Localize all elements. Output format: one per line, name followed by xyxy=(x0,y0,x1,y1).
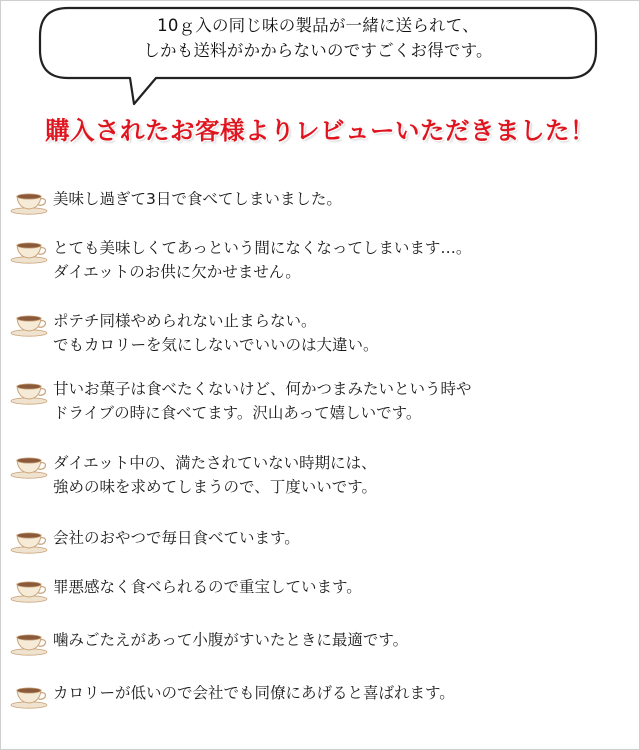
coffee-cup-icon xyxy=(10,311,50,337)
coffee-cup-icon xyxy=(10,528,50,554)
review-line-1: 甘いお菓子は食べたくないけど、何かつまみたいという時や xyxy=(53,380,472,398)
review-text xyxy=(53,309,379,357)
review-line-1: カロリーが低いので会社でも同僚にあげると喜ばれます。 xyxy=(53,684,455,702)
bubble-line-2: しかも送料がかからないのですごくお得です。 xyxy=(143,41,493,60)
review-line-2: 強めの味を求めてしまうので、丁度いいです。 xyxy=(53,478,377,496)
review-line-1: 会社のおやつで毎日食べています。 xyxy=(53,529,300,547)
review-text xyxy=(53,236,471,284)
coffee-cup-icon xyxy=(10,683,50,709)
review-line-2: ドライブの時に食べてます。沢山あって嬉しいです。 xyxy=(53,404,422,422)
review-text xyxy=(53,187,342,211)
review-text xyxy=(53,451,377,499)
review-text xyxy=(53,628,408,652)
coffee-cup-icon xyxy=(10,630,50,656)
review-line-1: 罪悪感なく食べられるので重宝しています。 xyxy=(53,578,362,596)
review-text xyxy=(53,377,472,425)
review-text xyxy=(53,526,300,550)
review-line-1: 噛みごたえがあって小腹がすいたときに最適です。 xyxy=(53,631,409,649)
coffee-cup-icon xyxy=(10,238,50,264)
review-line-1: とても美味しくてあっという間になくなってしまいます…。 xyxy=(53,239,472,257)
review-text xyxy=(53,681,455,705)
review-text xyxy=(53,575,362,599)
coffee-cup-icon xyxy=(10,577,50,603)
coffee-cup-icon xyxy=(10,379,50,405)
review-headline: 購入されたお客様よりレビューいただきました！ xyxy=(45,116,595,145)
review-line-2: ダイエットのお供に欠かせません。 xyxy=(53,263,301,281)
review-line-1: 美味し過ぎて3日で食べてしまいました。 xyxy=(53,190,342,208)
coffee-cup-icon xyxy=(10,453,50,479)
review-line-2: でもカロリーを気にしないでいいのは大違い。 xyxy=(53,336,379,354)
coffee-cup-icon xyxy=(10,189,50,215)
review-line-1: ポテチ同様やめられない止まらない。 xyxy=(53,312,317,330)
review-line-1: ダイエット中の、満たされていない時期には、 xyxy=(53,454,377,472)
bubble-line-1: 10ｇ入の同じ味の製品が一緒に送られて、 xyxy=(157,16,479,35)
